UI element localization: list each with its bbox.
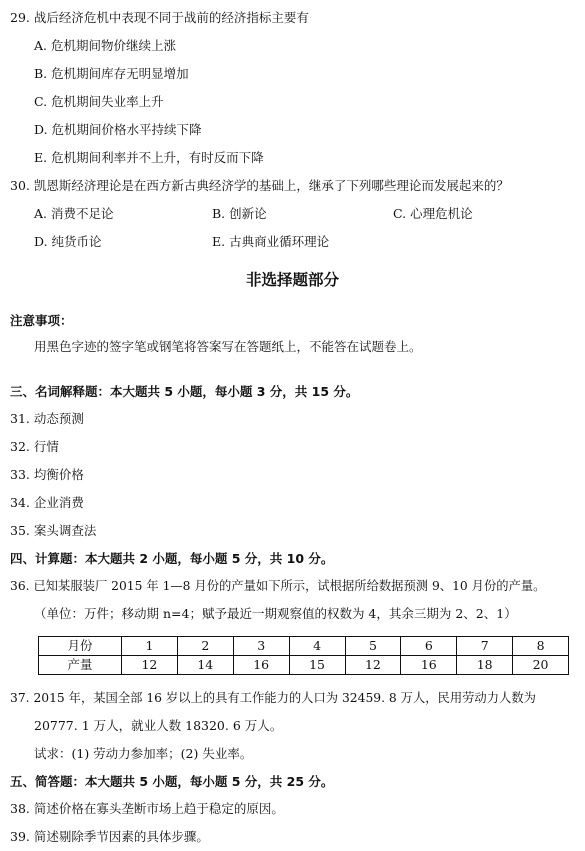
question-35: 35. 案头调查法 — [10, 523, 97, 538]
question-31: 31. 动态预测 — [10, 411, 84, 426]
table-cell: 1 — [122, 637, 178, 656]
question-32: 32. 行情 — [10, 439, 59, 454]
question-29-option-d: D. 危机期间价格水平持续下降 — [34, 122, 202, 137]
table-cell: 3 — [233, 637, 289, 656]
table-row-label: 月份 — [39, 637, 122, 656]
table-cell: 15 — [289, 656, 345, 675]
question-38: 38. 简述价格在寡头垄断市场上趋于稳定的原因。 — [10, 801, 284, 816]
question-30-option-a: A. 消费不足论 — [34, 206, 114, 221]
question-37-line-2: 20777. 1 万人，就业人数 18320. 6 万人。 — [34, 718, 283, 733]
part-5-title: 五、简答题：本大题共 5 小题，每小题 5 分，共 25 分。 — [10, 774, 334, 789]
table-cell: 7 — [457, 637, 513, 656]
table-cell: 16 — [233, 656, 289, 675]
question-30-option-d: D. 纯货币论 — [34, 234, 102, 249]
table-cell: 2 — [177, 637, 233, 656]
table-cell: 20 — [513, 656, 569, 675]
question-36-line-1: 36. 已知某服装厂 2015 年 1—8 月份的产量如下所示，试根据所给数据预测 9、10 月份的产量。 — [10, 579, 546, 593]
table-cell: 18 — [457, 656, 513, 675]
table-cell: 6 — [401, 637, 457, 656]
question-33: 33. 均衡价格 — [10, 467, 84, 482]
question-37-line-3: 试求：(1) 劳动力参加率；(2) 失业率。 — [34, 746, 253, 761]
question-37-line-1: 37. 2015 年，某国全部 16 岁以上的具有工作能力的人口为 32459. 8 万人，民用劳动力人数为 — [10, 691, 536, 705]
part-3-title: 三、名词解释题：本大题共 5 小题，每小题 3 分，共 15 分。 — [10, 384, 359, 399]
notice-body: 用黑色字迹的签字笔或钢笔将答案写在答题纸上，不能答在试题卷上。 — [34, 339, 422, 354]
question-39: 39. 简述剔除季节因素的具体步骤。 — [10, 829, 209, 844]
question-29-stem: 29. 战后经济危机中表现不同于战前的经济指标主要有 — [10, 10, 309, 25]
question-29-option-b: B. 危机期间库存无明显增加 — [34, 66, 189, 81]
table-cell: 12 — [345, 656, 401, 675]
table-row — [39, 656, 569, 675]
part-4-title: 四、计算题：本大题共 2 小题，每小题 5 分，共 10 分。 — [10, 551, 334, 566]
table-row — [39, 637, 569, 656]
question-30-option-c: C. 心理危机论 — [393, 206, 473, 221]
table-cell: 8 — [513, 637, 569, 656]
question-29-option-c: C. 危机期间失业率上升 — [34, 94, 164, 109]
table-cell: 5 — [345, 637, 401, 656]
question-34: 34. 企业消费 — [10, 495, 84, 510]
notice-title: 注意事项： — [10, 313, 73, 328]
question-36-line-2: （单位：万件；移动期 n=4；赋予最近一期观察值的权数为 4，其余三期为 2、2、1） — [34, 606, 517, 621]
question-29-option-e: E. 危机期间利率并不上升，有时反而下降 — [34, 150, 264, 165]
table-cell: 16 — [401, 656, 457, 675]
table-cell: 14 — [177, 656, 233, 675]
question-30-option-b: B. 创新论 — [212, 206, 267, 221]
question-30-stem: 30. 凯恩斯经济理论是在西方新古典经济学的基础上，继承了下列哪些理论而发展起来的？ — [10, 178, 509, 193]
table-row-label: 产量 — [39, 656, 122, 675]
question-30-option-e: E. 古典商业循环理论 — [212, 234, 330, 249]
question-29-option-a: A. 危机期间物价继续上涨 — [34, 38, 176, 53]
table-cell: 4 — [289, 637, 345, 656]
section-title: 非选择题部分 — [245, 271, 339, 289]
production-table — [38, 636, 569, 675]
table-cell: 12 — [122, 656, 178, 675]
